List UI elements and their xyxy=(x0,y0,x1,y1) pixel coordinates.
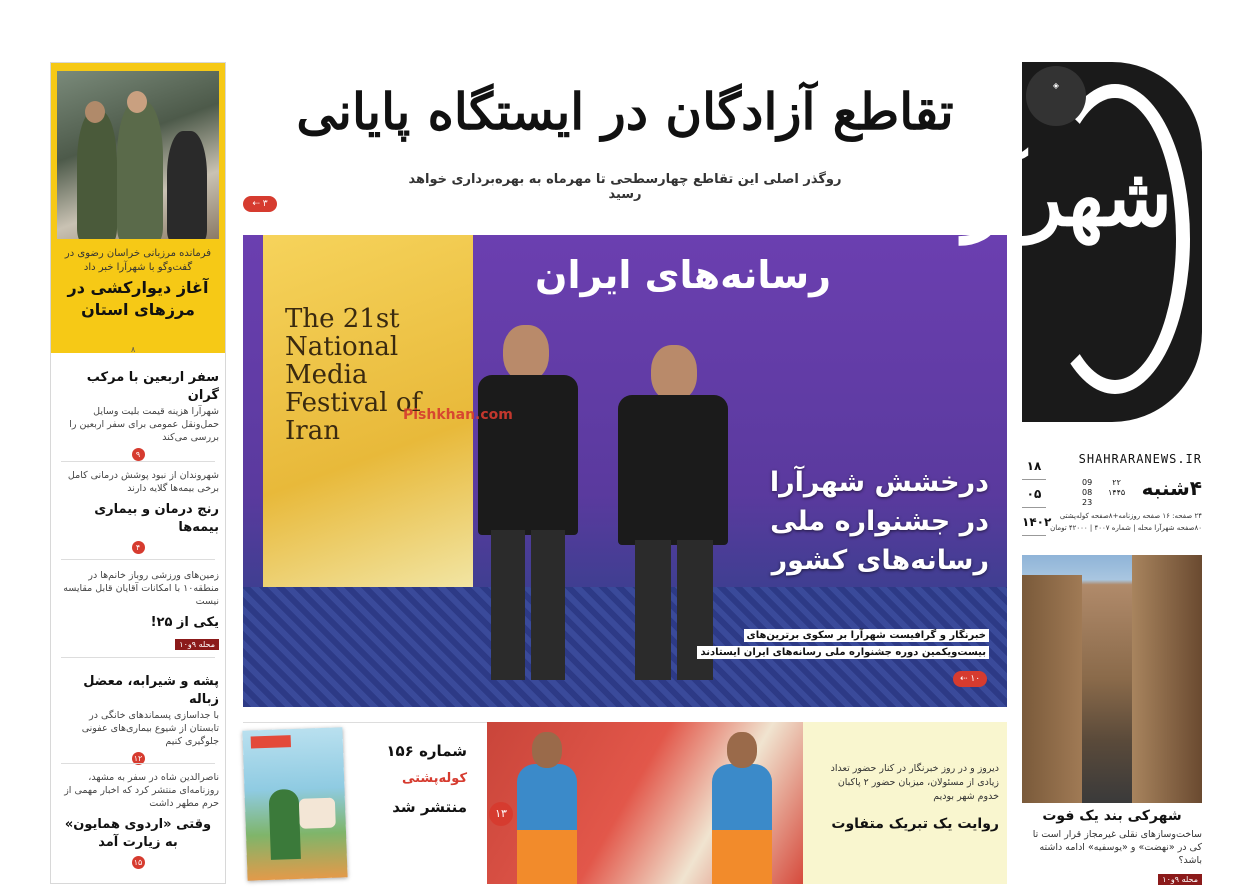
sidebar-item[interactable] xyxy=(57,369,219,461)
magazine-cover xyxy=(242,727,347,880)
sidebar-feature-title[interactable]: آغاز دیوارکشی در مرزهای استان xyxy=(67,278,209,319)
photo-backdrop-text xyxy=(594,761,608,792)
alley-story-title[interactable]: شهرکی بند یک فوت xyxy=(1042,808,1182,824)
festival-poster-text: The 21st National Media Festival of Iran xyxy=(285,304,422,446)
caption-line: خبرنگار و گرافیست شهرآرا بر سکوی برترین‌های xyxy=(744,629,989,642)
main-story-page: ۱۰ xyxy=(970,674,981,684)
magazine-name: کوله‌پشتی xyxy=(401,771,467,786)
sidebar-item-title[interactable]: پشه و شیرابه، معضل زباله xyxy=(83,674,219,707)
divider xyxy=(61,559,215,560)
neighborhood-tag[interactable]: محله ۹و۱۰ xyxy=(175,639,219,650)
sidebar-item[interactable] xyxy=(57,673,219,765)
alley-photo[interactable] xyxy=(1022,555,1202,803)
sidebar-item-title[interactable]: یکی از ۲۵! xyxy=(150,615,219,630)
left-wall xyxy=(1022,575,1082,803)
day: ۱۸ xyxy=(1022,452,1046,480)
month: ۰۵ xyxy=(1022,480,1046,508)
arrow-left-icon: ⇠ xyxy=(959,674,971,684)
alley-story-summary: ساخت‌وسازهای نقلی غیرمجاز قرار است تا کی در «نهضت» و «یوسفیه» ادامه داشته باشد؟ xyxy=(1032,829,1202,866)
calligraphy-seal-icon: ◈ xyxy=(1026,66,1086,126)
headline-page-badge[interactable] xyxy=(243,196,277,212)
divider xyxy=(61,461,215,462)
right-wall xyxy=(1132,555,1202,803)
main-story-caption xyxy=(689,627,989,661)
sidebar-item-summary: ناصرالدین شاه در سفر به مشهد، روزنامه‌ای منتشر کرد که اخبار مهمی از حرم مطهر داشت xyxy=(64,772,219,809)
headline-subtitle: روگذر اصلی این تقاطع چهارسطحی تا مهرماه به بهره‌برداری خواهد رسید xyxy=(408,172,842,202)
main-story-photo[interactable] xyxy=(243,235,1007,707)
greg-month: 08 xyxy=(1082,488,1093,497)
border-commander-photo xyxy=(57,71,219,239)
sidebar-item-summary: شهرآرا هزینه قیمت بلیت وسایل حمل‌ونقل عمومی برای سفر اربعین را بررسی می‌کند xyxy=(69,406,219,443)
neighborhood-tag[interactable]: محله ۹و۱۰ xyxy=(1158,874,1202,885)
main-headline[interactable]: تقاطع آزادگان در ایستگاه پایانی xyxy=(296,82,954,141)
festival-banner: رسانه‌های ایران xyxy=(535,253,831,297)
main-story-page-badge[interactable] xyxy=(953,671,987,687)
hijri-year: ۱۴۴۵ xyxy=(1108,488,1126,497)
street-cleaners-photo xyxy=(487,722,803,884)
journalist-figure xyxy=(473,325,583,695)
magazine-text xyxy=(347,737,467,821)
sidebar-item[interactable] xyxy=(57,469,219,554)
arrow-left-icon: ⇠ xyxy=(252,199,263,209)
workers-story[interactable] xyxy=(487,722,1007,884)
cleaner-figure xyxy=(517,764,577,884)
sidebar-item-title[interactable]: رنج درمان و بیماری بیمه‌ها xyxy=(94,502,219,535)
workers-page-badge[interactable]: ۱۳ xyxy=(489,802,513,826)
page-badge[interactable]: ۴ xyxy=(132,541,145,554)
magazine-status: منتشر شد xyxy=(392,798,467,816)
sidebar-feature-caption: فرمانده مرزبانی خراسان رضوی در گفت‌وگو با شهرآرا خبر داد xyxy=(64,248,212,273)
greg-year: 23 xyxy=(1082,498,1093,507)
workers-story-summary: دیروز و در روز خبرنگار در کنار حضور تعداد زیادی از مسئولان، میزبان حضور ۲ پاکبان خدوم شهر بودیم xyxy=(830,763,999,802)
magazine-promo[interactable] xyxy=(243,722,487,884)
main-story-title[interactable]: درخشش شهرآرا در جشنواره ملی رسانه‌های کشور xyxy=(769,467,989,576)
alley-story[interactable] xyxy=(1022,808,1202,886)
hijri-day: ۲۲ xyxy=(1112,478,1121,487)
caption-line: بیست‌ویکمین دوره جشنواره ملی رسانه‌های ایران ایستادند xyxy=(697,646,989,659)
greg-day: 09 xyxy=(1082,478,1093,487)
sidebar-item-summary: شهروندان از نبود پوشش درمانی کامل برخی بیمه‌ها گلایه دارند xyxy=(67,470,219,494)
page-badge[interactable]: ۹ xyxy=(132,448,145,461)
other-dates xyxy=(1082,478,1092,508)
page-badge[interactable]: ۱۲ xyxy=(132,752,145,765)
issue-info: ۲۴ صفحه: ۱۶ صفحه روزنامه+۸صفحه کوله‌پشتی xyxy=(1059,512,1202,520)
headline-page: ۳ xyxy=(262,199,268,209)
website-url[interactable]: SHAHRARANEWS.IR xyxy=(1078,452,1202,466)
sidebar-feature[interactable] xyxy=(51,63,225,353)
sidebar-item-title[interactable]: وقتی «اردوی همایون» به زیارت آمد xyxy=(64,817,212,850)
cleaner-figure xyxy=(712,764,772,884)
hijri-date xyxy=(1108,478,1125,498)
divider xyxy=(61,657,215,658)
sidebar-item[interactable] xyxy=(57,771,219,869)
persian-date xyxy=(1022,452,1052,536)
sidebar-item-title[interactable]: سفر اربعین با مرکب گران xyxy=(86,370,219,403)
divider xyxy=(61,763,215,764)
weekday: ۴شنبه xyxy=(1141,476,1202,500)
sidebar-feature-page: ۸ xyxy=(131,345,136,354)
magazine-issue: شماره ۱۵۶ xyxy=(386,742,467,760)
masthead-logo[interactable] xyxy=(940,62,1202,422)
sidebar-item[interactable] xyxy=(57,569,219,651)
page-badge[interactable]: ۱۵ xyxy=(132,856,145,869)
issue-info: ۸۰صفحه شهرآرا محله | شماره ۴۰۰۷ | ۴۲۰۰۰ تومان xyxy=(1050,524,1202,532)
workers-story-title[interactable]: روایت یک تبریک متفاوت xyxy=(831,816,999,832)
sidebar-item-summary: زمین‌های ورزشی روباز خانم‌ها در منطقه۱۰ با امکانات آقایان قابل مقایسه نیست xyxy=(63,570,219,607)
left-sidebar xyxy=(50,62,226,884)
date-box xyxy=(1022,452,1202,542)
year: ۱۴۰۲ xyxy=(1022,508,1046,536)
logo-wordmark: شهرآرا xyxy=(940,150,1172,244)
workers-story-text xyxy=(819,762,999,832)
sidebar-item-summary: با جداسازی پسماندهای خانگی در تابستان از شیوع بیماری‌های عفونی جلوگیری کنیم xyxy=(81,710,219,747)
watermark: Pishkhan.com xyxy=(403,407,513,423)
